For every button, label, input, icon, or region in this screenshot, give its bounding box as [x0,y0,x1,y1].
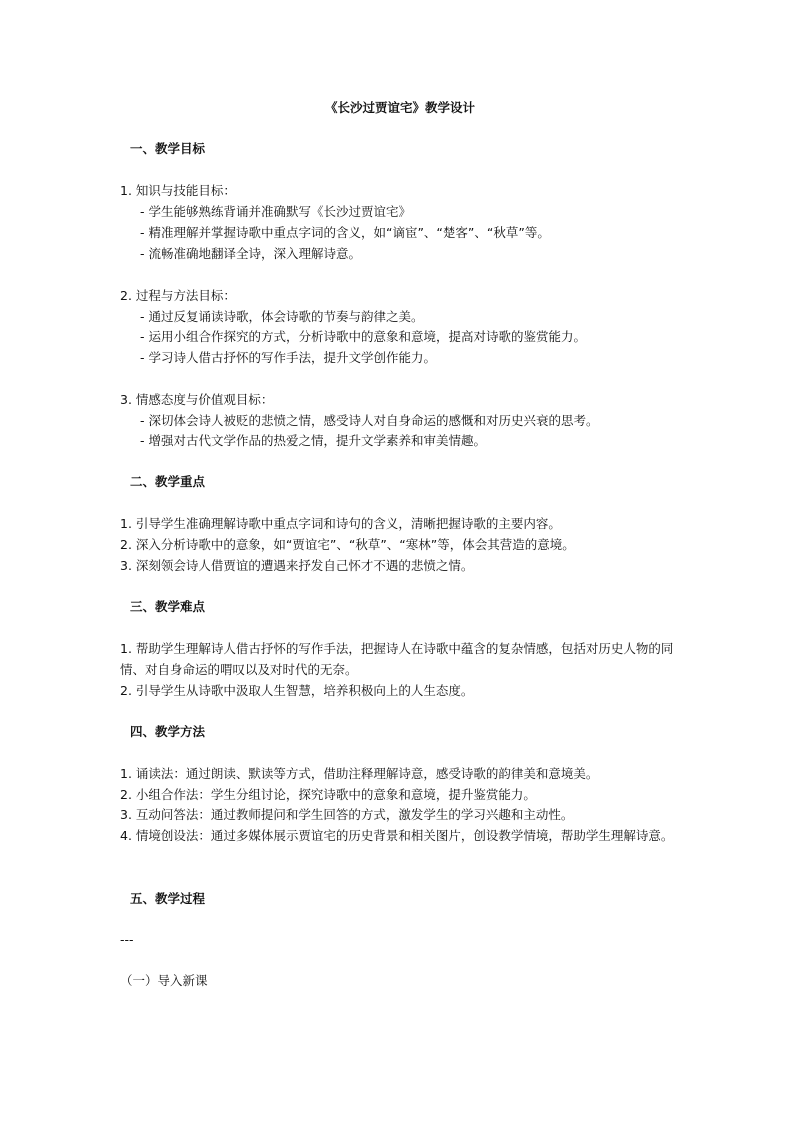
list-item: - 运用小组合作探究的方式，分析诗歌中的意象和意境，提高对诗歌的鉴赏能力。 [140,329,586,344]
document-title: 《长沙过贾谊宅》教学设计 [324,100,475,115]
list-item: 3. 深刻领会诗人借贾谊的遭遇来抒发自己怀才不遇的悲愤之情。 [120,558,474,573]
list-item: 3. 互动问答法：通过教师提问和学生回答的方式，激发学生的学习兴趣和主动性。 [120,807,574,822]
list-item: 2. 深入分析诗歌中的意象，如“贾谊宅”、“秋草”、“寒林”等，体会其营造的意境。 [120,537,575,552]
list-item: 1. 诵读法：通过朗读、默读等方式，借助注释理解诗意，感受诗歌的韵律美和意境美。 [120,766,599,781]
section-heading-key-points: 二、教学重点 [130,474,206,489]
list-item: - 通过反复诵读诗歌，体会诗歌的节奏与韵律之美。 [140,309,424,324]
section-heading-difficulties: 三、教学难点 [130,599,206,614]
list-item: - 学生能够熟练背诵并准确默写《长沙过贾谊宅》 [140,204,411,219]
list-item: - 深切体会诗人被贬的悲愤之情，感受诗人对自身命运的感慨和对历史兴衰的思考。 [140,413,599,428]
list-item: 2. 小组合作法：学生分组讨论，探究诗歌中的意象和意境，提升鉴赏能力。 [120,787,536,802]
list-item: - 学习诗人借古抒怀的写作手法，提升文学创作能力。 [140,350,436,365]
list-item: - 增强对古代文学作品的热爱之情，提升文学素养和审美情趣。 [140,433,486,448]
list-item: 1. 引导学生准确理解诗歌中重点字词和诗句的含义，清晰把握诗歌的主要内容。 [120,516,561,531]
objective-group-label: 2. 过程与方法目标： [120,288,236,303]
objective-group-label: 1. 知识与技能目标： [120,183,236,198]
objective-group-label: 3. 情感态度与价值观目标： [120,392,274,407]
document-page [120,0,680,1123]
list-item: - 精准理解并掌握诗歌中重点字词的含义，如“谪宦”、“楚客”、“秋草”等。 [140,225,550,240]
section-heading-objectives: 一、教学目标 [130,141,206,156]
list-item: 4. 情境创设法：通过多媒体展示贾谊宅的历史背景和相关图片，创设教学情境，帮助学生理解诗意。 [120,828,674,843]
list-item: 2. 引导学生从诗歌中汲取人生智慧，培养积极向上的人生态度。 [120,683,474,698]
section-heading-process: 五、教学过程 [130,891,206,906]
divider-text: --- [120,932,134,947]
section-heading-methods: 四、教学方法 [130,724,206,739]
subsection-heading: （一）导入新课 [120,973,208,988]
list-item: 1. 帮助学生理解诗人借古抒怀的写作手法，把握诗人在诗歌中蕴含的复杂情感，包括对历史人物的同情、对自身命运的喟叹以及对时代的无奈。 [120,641,674,677]
list-item: - 流畅准确地翻译全诗，深入理解诗意。 [140,246,361,261]
